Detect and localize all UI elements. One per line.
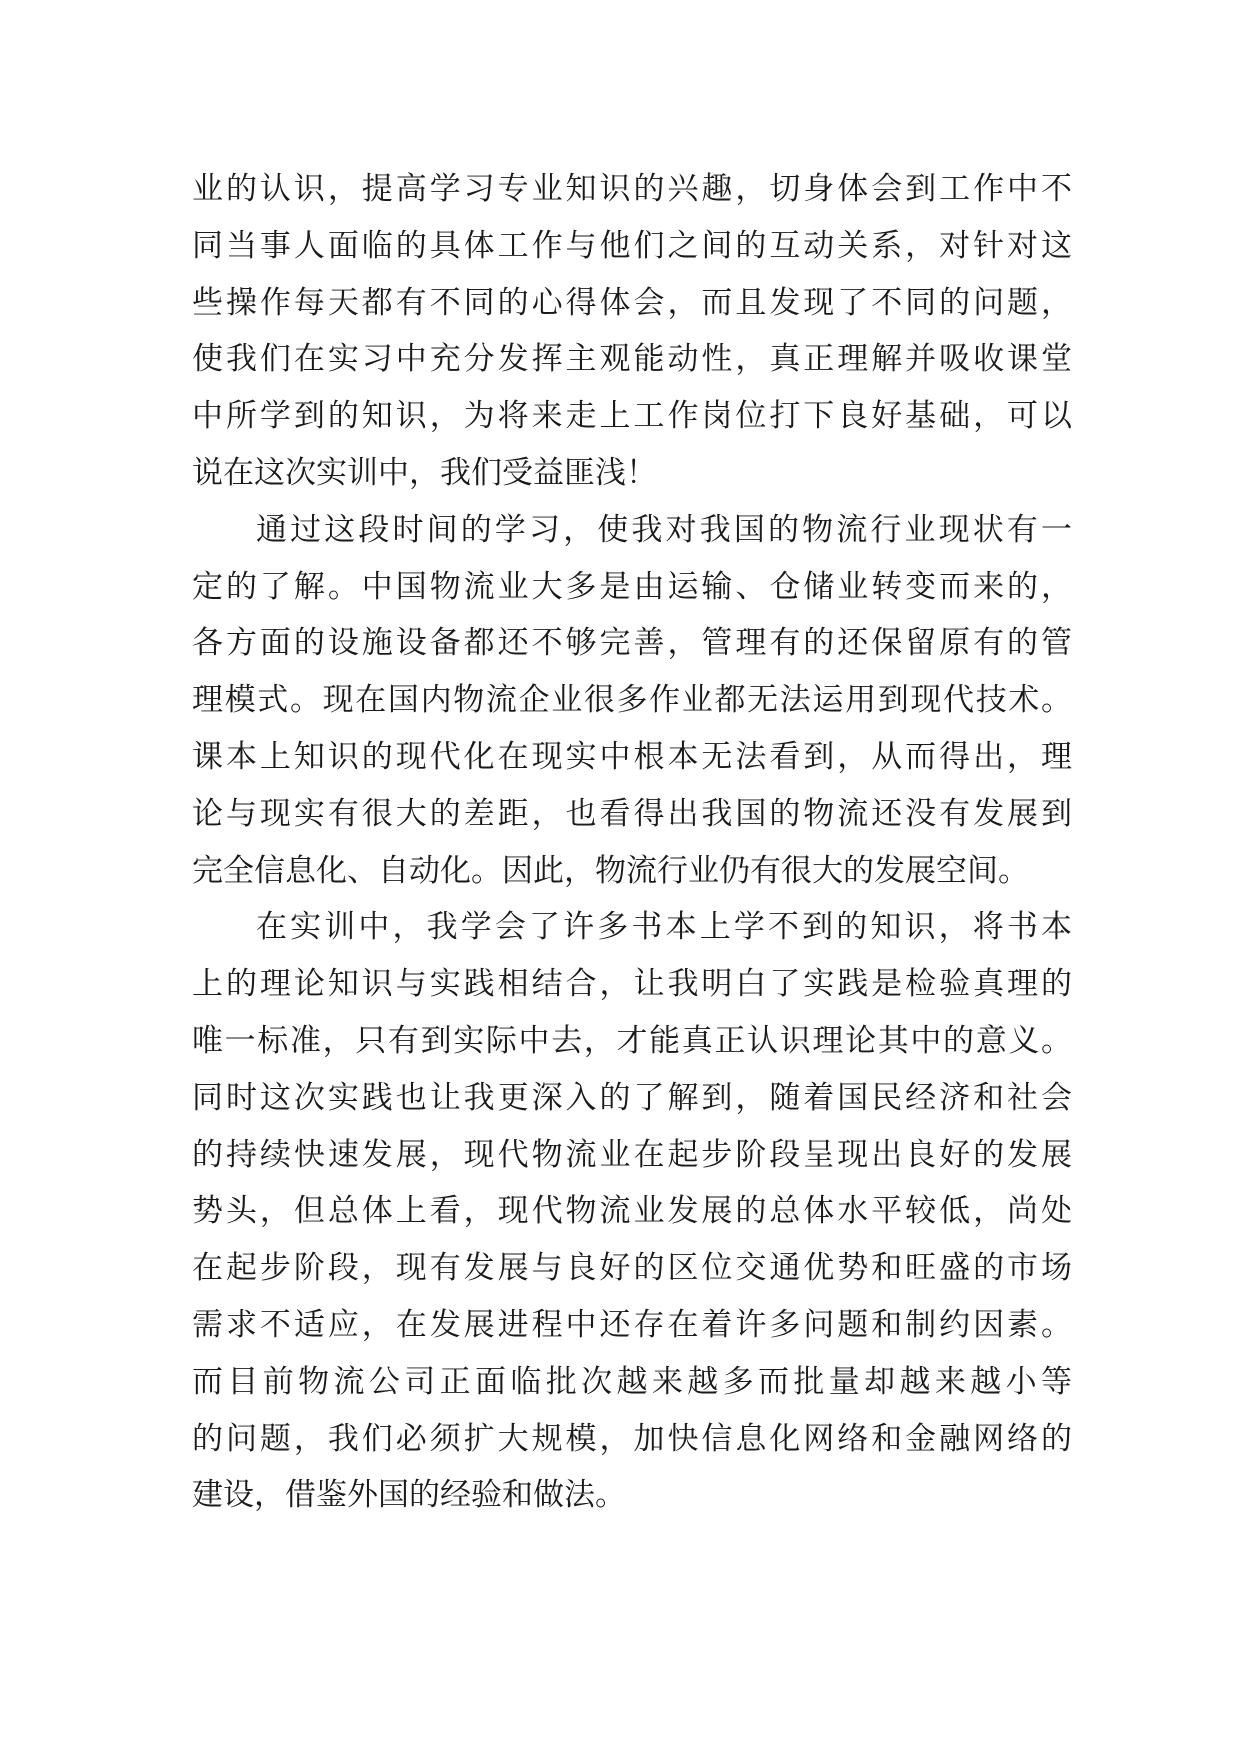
text-line: 各方面的设施设备都还不够完善，管理有的还保留原有的管: [192, 625, 1072, 662]
text-line: 建设，借鉴外国的经验和做法。: [192, 1477, 626, 1514]
text-line: 课本上知识的现代化在现实中根本无法看到，从而得出，理: [192, 738, 1072, 775]
document-body: [192, 161, 1072, 1524]
text-line: 势头，但总体上看，现代物流业发展的总体水平较低，尚处: [192, 1193, 1072, 1230]
text-line: 业的认识，提高学习专业知识的兴趣，切身体会到工作中不: [192, 171, 1072, 207]
text-line: 完全信息化、自动化。因此，物流行业仍有很大的发展空间。: [192, 852, 1029, 889]
text-line: 唯一标准，只有到实际中去，才能真正认识理论其中的意义。: [192, 1022, 1072, 1059]
text-line: 在实训中，我学会了许多书本上学不到的知识，将书本: [256, 909, 1072, 946]
text-line: 的问题，我们必须扩大规模，加快信息化网络和金融网络的: [192, 1420, 1072, 1457]
text-line: 在起步阶段，现有发展与良好的区位交通优势和旺盛的市场: [192, 1250, 1072, 1287]
text-line: 说在这次实训中，我们受益匪浅！: [192, 454, 657, 491]
text-line: 的持续快速发展，现代物流业在起步阶段呈现出良好的发展: [192, 1136, 1072, 1173]
text-line: 论与现实有很大的差距，也看得出我国的物流还没有发展到: [192, 795, 1072, 832]
paragraph-1: [192, 161, 1072, 502]
text-line: 些操作每天都有不同的心得体会，而且发现了不同的问题，: [192, 284, 1072, 321]
text-line: 同当事人面临的具体工作与他们之间的互动关系，对针对这: [192, 227, 1072, 264]
text-line: 中所学到的知识，为将来走上工作岗位打下良好基础，可以: [192, 398, 1072, 435]
text-line: 需求不适应，在发展进程中还存在着许多问题和制约因素。: [192, 1306, 1072, 1343]
text-line: 理模式。现在国内物流企业很多作业都无法运用到现代技术。: [192, 682, 1072, 719]
text-line: 定的了解。中国物流业大多是由运输、仓储业转变而来的，: [192, 568, 1072, 605]
paragraph-3: [192, 899, 1072, 1524]
text-line: 同时这次实践也让我更深入的了解到，随着国民经济和社会: [192, 1079, 1072, 1116]
text-line: 而目前物流公司正面临批次越来越多而批量却越来越小等: [192, 1363, 1072, 1400]
text-line: 上的理论知识与实践相结合，让我明白了实践是检验真理的: [192, 966, 1072, 1003]
text-line: 通过这段时间的学习，使我对我国的物流行业现状有一: [256, 511, 1072, 548]
paragraph-2: [192, 502, 1072, 900]
text-line: 使我们在实习中充分发挥主观能动性，真正理解并吸收课堂: [192, 341, 1072, 378]
